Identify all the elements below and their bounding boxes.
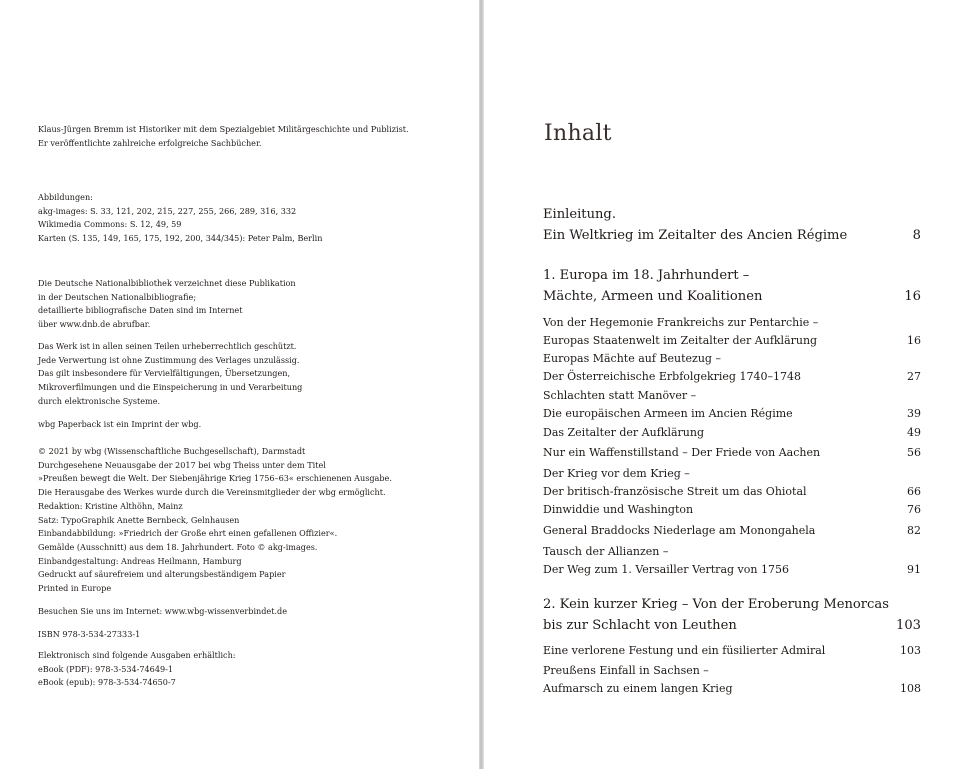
toc-entry-line: Mächte, Armeen und Koalitionen [543,288,763,304]
text-line: Das gilt insbesondere für Vervielfältigungen, Übersetzungen, [38,368,291,379]
text-line: Das Werk ist in allen seinen Teilen urheberrechtlich geschützt. [38,341,297,351]
toc-entry-line: General Braddocks Niederlage am Monongahela [543,524,816,537]
text-line: eBook (PDF): 978-3-534-74649-1 [38,663,174,674]
toc-entry-line: Der Österreichische Erbfolgekrieg 1740–1748 [543,369,801,383]
text-line: in der Deutschen Nationalbibliografie; [38,291,197,302]
toc-page-number: 16 [904,288,921,304]
text-line: © 2021 by wbg (Wissenschaftliche Buchgesellschaft), Darmstadt [38,446,306,456]
toc-entry [543,465,921,500]
text-line: Er veröffentlichte zahlreiche erfolgreiche Sachbücher. [38,137,262,148]
toc-entry-line: Eine verlorene Festung und ein füsilierter Admiral [543,644,826,657]
toc-entry-line: Aufmarsch zu einem langen Krieg [543,681,733,695]
toc-entry-line: Der britisch-französische Streit um das Ohiotal [543,484,807,498]
toc-chapter-heading [543,595,921,636]
toc-entry-line: Schlachten statt Manöver – [543,389,697,402]
text-line: Durchgesehene Neuausgabe der 2017 bei wbg Theiss unter dem Titel [38,459,326,470]
dnb-notice [38,277,468,332]
toc-entry-line: 2. Kein kurzer Krieg – Von der Eroberung Menorcas [543,597,889,612]
text-line: eBook (epub): 978-3-534-74650-7 [38,677,176,688]
toc-entry [543,501,921,519]
text-line: Redaktion: Kristine Althöhn, Mainz [38,500,183,511]
toc-entry-line: Europas Mächte auf Beutezug – [543,352,721,365]
toc-page-number: 49 [907,426,921,439]
text-line: Besuchen Sie uns im Internet: www.wbg-wissenverbindet.de [38,606,288,616]
toc-page-number: 103 [900,644,921,657]
text-line: durch elektronische Systeme. [38,395,161,406]
toc-entry-line: bis zur Schlacht von Leuthen [543,617,737,633]
text-line: Einbandabbildung: »Friedrich der Große ehrt einen gefallenen Offizier«. [38,528,338,539]
contents-page [484,0,962,769]
publication-details [38,445,468,596]
text-line: Elektronisch sind folgende Ausgaben erhältlich: [38,650,236,660]
isbn [38,628,468,642]
toc-entry [543,350,921,385]
illustration-credits [38,191,468,246]
page-title: Inhalt [544,121,612,146]
imprint-note [38,418,468,432]
ebook-editions [38,649,468,690]
toc-page-number: 66 [907,484,921,498]
toc-entry [543,662,921,697]
toc-entry [543,522,921,540]
text-line: Die Herausgabe des Werkes wurde durch die Vereinsmitglieder der wbg ermöglicht. [38,487,386,498]
text-line: Karten (S. 135, 149, 165, 175, 192, 200, 344/345): Peter Palm, Berlin [38,233,323,244]
toc-entry-line: Dinwiddie und Washington [543,503,694,516]
toc-entry-line: Tausch der Allianzen – [543,545,669,558]
text-line: Wikimedia Commons: S. 12, 49, 59 [38,219,182,230]
toc-page-number: 27 [907,369,921,383]
toc-entry-line: Nur ein Waffenstillstand – Der Friede von Aachen [543,446,821,459]
toc-entry-line: Die europäischen Armeen im Ancien Régime [543,406,793,420]
text-line: Gedruckt auf säurefreiem und alterungsbeständigem Papier [38,569,286,580]
text-line: Satz: TypoGraphik Anette Bernbeck, Gelnhausen [38,514,240,525]
toc-entry-line: Von der Hegemonie Frankreichs zur Pentarchie – [543,316,819,329]
text-line: Klaus-Jürgen Bremm ist Historiker mit dem Spezialgebiet Militärgeschichte und Publizist. [38,124,409,134]
text-line: Mikroverfilmungen und die Einspeicherung in und Verarbeitung [38,382,303,393]
text-line: detaillierte bibliografische Daten sind im Internet [38,305,243,316]
toc-entry [543,444,921,462]
toc-chapter-heading [543,266,921,307]
toc-entry-line: 1. Europa im 18. Jahrhundert – [543,268,750,283]
text-line: Jede Verwertung ist ohne Zustimmung des Verlages unzulässig. [38,354,300,365]
toc-page-number: 108 [900,681,921,695]
text-line: wbg Paperback ist ein Imprint der wbg. [38,419,202,429]
toc-entry [543,205,921,246]
toc-page-number: 16 [907,333,921,347]
text-line: Abbildungen: [38,192,93,202]
website-note [38,605,468,619]
toc-page-number: 82 [907,524,921,537]
text-line: Gemälde (Ausschnitt) aus dem 18. Jahrhundert. Foto © akg-images. [38,541,318,552]
toc-entry [543,314,921,349]
imprint-page [0,0,479,769]
toc-entry [543,424,921,442]
toc-entry [543,642,921,660]
toc-entry-line: Einleitung. [543,207,616,222]
toc-entry [543,387,921,422]
toc-entry-line: Ein Weltkrieg im Zeitalter des Ancien Régime [543,227,848,243]
toc-entry-line: Der Weg zum 1. Versailler Vertrag von 1756 [543,562,789,576]
author-bio [38,123,468,150]
toc-page-number: 76 [907,503,921,516]
toc-entry-line: Der Krieg vor dem Krieg – [543,467,690,480]
text-line: über www.dnb.de abrufbar. [38,319,151,330]
copyright-notice [38,340,468,409]
toc-entry-line: Das Zeitalter der Aufklärung [543,426,704,439]
text-line: »Preußen bewegt die Welt. Der Siebenjährige Krieg 1756–63« erschienenen Ausgabe. [38,473,392,484]
text-line: akg-images: S. 33, 121, 202, 215, 227, 255, 266, 289, 316, 332 [38,205,297,216]
toc-page-number: 39 [907,406,921,420]
toc-entry [543,543,921,578]
text-line: Einbandgestaltung: Andreas Heilmann, Hamburg [38,555,242,566]
toc-page-number: 103 [896,617,921,633]
toc-page-number: 91 [907,562,921,576]
toc-page-number: 8 [912,227,921,243]
toc-page-number: 56 [907,446,921,459]
toc-entry-line: Europas Staatenwelt im Zeitalter der Aufklärung [543,333,818,347]
toc-entry-line: Preußens Einfall in Sachsen – [543,664,709,677]
text-line: ISBN 978-3-534-27333-1 [38,629,141,639]
text-line: Printed in Europe [38,583,112,594]
text-line: Die Deutsche Nationalbibliothek verzeichnet diese Publikation [38,278,296,288]
